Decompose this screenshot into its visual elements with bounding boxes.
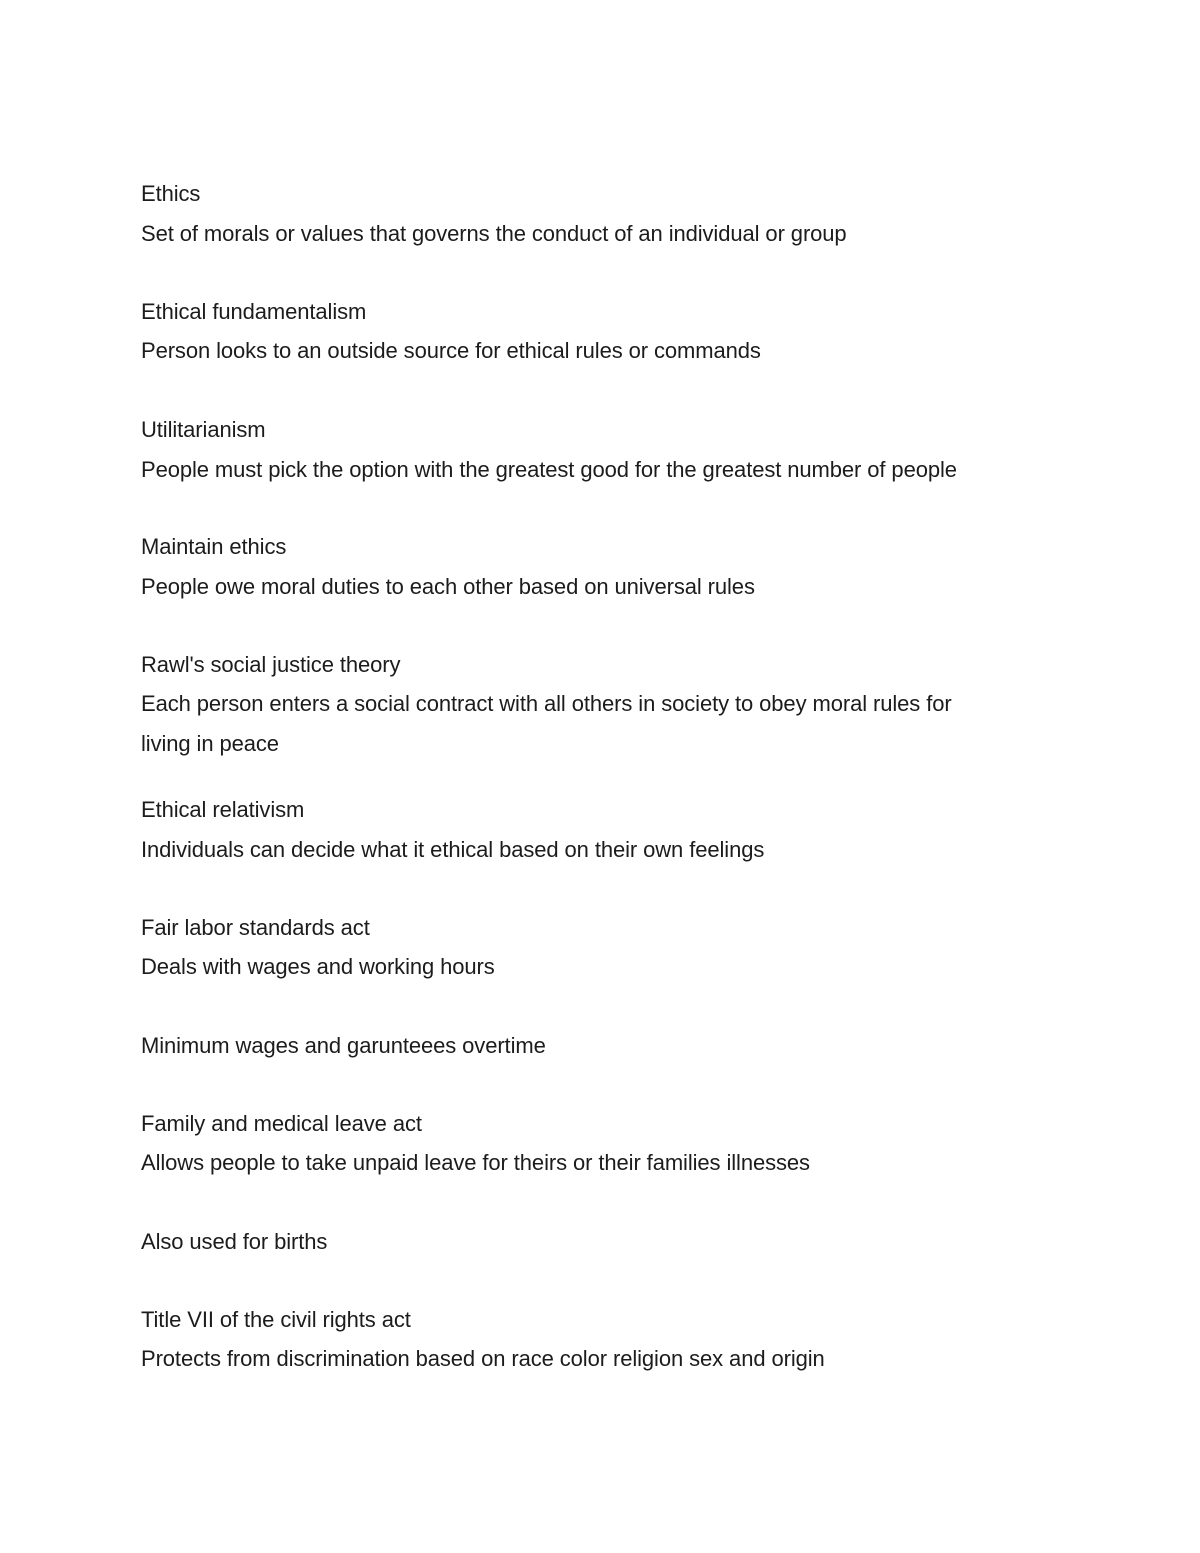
definition-rawls-line-1: Each person enters a social contract with all others in society to obey moral rules for bbox=[141, 691, 952, 716]
term-maintain-ethics: Maintain ethics bbox=[141, 534, 287, 559]
term-ethical-relativism: Ethical relativism bbox=[141, 797, 305, 822]
term-ethical-fundamentalism: Ethical fundamentalism bbox=[141, 299, 367, 324]
note-also-used-for-births: Also used for births bbox=[141, 1229, 328, 1254]
note-minimum-wages: Minimum wages and garunteees overtime bbox=[141, 1033, 546, 1058]
term-family-medical-leave-act: Family and medical leave act bbox=[141, 1111, 422, 1136]
definition-utilitarianism: People must pick the option with the greatest good for the greatest number of people bbox=[141, 457, 957, 482]
definition-rawls-line-2: living in peace bbox=[141, 731, 279, 756]
definition-ethical-relativism: Individuals can decide what it ethical based on their own feelings bbox=[141, 837, 765, 862]
definition-title-vii: Protects from discrimination based on race color religion sex and origin bbox=[141, 1346, 825, 1371]
definition-ethics: Set of morals or values that governs the conduct of an individual or group bbox=[141, 221, 847, 246]
definition-ethical-fundamentalism: Person looks to an outside source for ethical rules or commands bbox=[141, 338, 761, 363]
definition-family-medical-leave-act: Allows people to take unpaid leave for theirs or their families illnesses bbox=[141, 1150, 810, 1175]
definition-maintain-ethics: People owe moral duties to each other based on universal rules bbox=[141, 574, 755, 599]
term-utilitarianism: Utilitarianism bbox=[141, 417, 266, 442]
definition-fair-labor-standards-act: Deals with wages and working hours bbox=[141, 954, 495, 979]
term-ethics: Ethics bbox=[141, 181, 201, 206]
term-title-vii: Title VII of the civil rights act bbox=[141, 1307, 411, 1332]
term-fair-labor-standards-act: Fair labor standards act bbox=[141, 915, 370, 940]
term-rawls-social-justice-theory: Rawl's social justice theory bbox=[141, 652, 401, 677]
